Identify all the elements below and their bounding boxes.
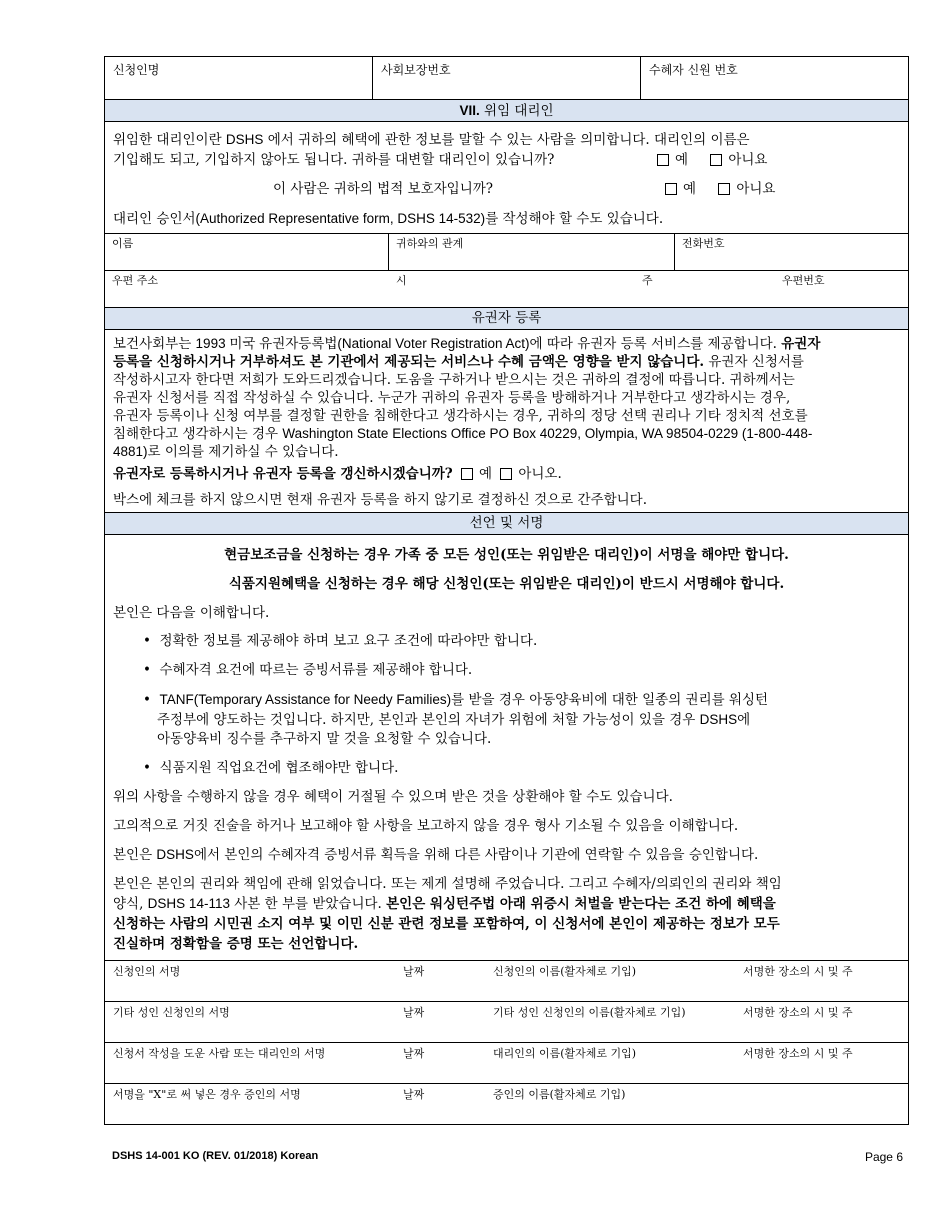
rep-address-field[interactable] (105, 271, 389, 307)
page-number: Page 6 (864, 1150, 903, 1164)
representative-no-checkbox[interactable] (710, 154, 722, 166)
rep-name-label: 이름 (112, 237, 134, 250)
bullet-1: • 정확한 정보를 제공해야 하며 보고 요구 조건에 따라야만 합니다. (143, 633, 538, 649)
witness-signature-label: 서명을 "X"로 써 넣은 경우 증인의 서명 (113, 1088, 301, 1101)
intro-dshs: DSHS (225, 132, 264, 147)
rep-city-label: 시 (396, 274, 407, 287)
other-adult-place-label: 서명한 장소의 시 및 주 (743, 1006, 853, 1019)
voter-no-label: 아니오. (518, 466, 562, 482)
understand-heading: 본인은 다음을 이해합니다. (113, 605, 270, 621)
representative-place-label: 서명한 장소의 시 및 주 (743, 1047, 853, 1060)
section7-body (105, 122, 908, 233)
rep-zip-label: 우편번호 (782, 274, 825, 287)
rep-address-label: 우편 주소 (112, 274, 159, 287)
representative-options (657, 150, 767, 170)
voter-line3: 작성하시고자 한다면 저희가 도와드리겠습니다. 도움을 구하거나 받으시는 것은 귀하의 결정에 따릅니다. 귀하께서는 (113, 372, 795, 388)
p4-l2c: 사본 한 부를 받았습니다. (229, 896, 387, 912)
declaration-para-2: 고의적으로 거짓 진술을 하거나 보고해야 할 사항을 보고하지 않을 경우 형사 기소될 수 있음을 이해합니다. (113, 818, 739, 834)
representative-printed-name-label: 대리인의 이름(활자체로 기입) (493, 1047, 637, 1060)
header-row (105, 57, 908, 100)
section7-number: VII. (459, 103, 480, 118)
voter-l7b: 로 이의를 제기하실 수 있습니다. (147, 444, 339, 460)
voter-question: 유권자로 등록하시거나 유권자 등록을 갱신하시겠습니까? (113, 466, 453, 482)
section7-heading: 위임 대리인 (484, 103, 554, 119)
voter-p1a: 보건사회부는 (113, 336, 196, 352)
guardian-no-label: 아니요 (736, 181, 776, 197)
other-adult-signature-label: 기타 성인 신청인의 서명 (113, 1006, 230, 1019)
authorized-form-note (105, 209, 908, 233)
guardian-options (665, 179, 775, 199)
applicant-date-label: 날짜 (403, 965, 425, 978)
ssn-label: 사회보장번호 (381, 63, 451, 77)
p3a: 본인은 (113, 847, 157, 863)
voter-line4: 유권자 신청서를 직접 작성하실 수 있습니다. 누군가 귀하의 유권자 등록을 방해하거나 거부한다고 생각하시는 경우, (113, 390, 791, 406)
rep-name-field[interactable] (105, 234, 389, 270)
form-note-post: 를 작성해야 할 수도 있습니다. (485, 211, 664, 227)
bullet-4: • 식품지원 직업요건에 협조해야만 합니다. (143, 760, 399, 776)
p3-dshs: DSHS (156, 847, 194, 862)
applicant-place-label: 서명한 장소의 시 및 주 (743, 965, 853, 978)
guardian-yes-checkbox[interactable] (665, 183, 677, 195)
section7-intro-line2 (105, 150, 908, 170)
food-assistance-rule: 식품지원혜택을 신청하는 경우 해당 신청인(또는 위임받은 대리인)이 반드시 서명해야 합니다. (228, 576, 785, 592)
representative-yes-label: 예 (675, 152, 689, 168)
client-id-label: 수혜자 신원 번호 (649, 63, 738, 77)
declaration-title: 선언 및 서명 (105, 512, 908, 535)
guardian-no-checkbox[interactable] (718, 183, 730, 195)
voter-line7 (105, 443, 908, 461)
intro-pre: 위임한 대리인이란 (113, 132, 226, 148)
witness-place-label (735, 1084, 908, 1124)
rep-state-field[interactable] (635, 271, 775, 307)
voter-p1c: 에 따라 유권자 등록 서비스를 제공합니다. (529, 336, 782, 352)
intro-post: 에서 귀하의 혜택에 관한 정보를 말할 수 있는 사람을 의미합니다. 대리인의 이름은 (263, 132, 750, 148)
voter-title: 유권자 등록 (105, 308, 908, 330)
ssn-field[interactable] (373, 57, 641, 99)
p4-line3: 신청하는 사람의 시민권 소지 여부 및 이민 신분 관련 정보를 포함하여, 이 신청서에 본인이 제공하는 정보가 모두 (113, 916, 780, 932)
signature-row-representative[interactable] (105, 1042, 908, 1083)
tanf-name: TANF(Temporary Assistance for Needy Families) (159, 692, 452, 707)
rep-relationship-label: 귀하와의 관계 (396, 237, 464, 250)
signature-row-applicant[interactable] (105, 960, 908, 1001)
cash-assistance-rule: 현금보조금을 신청하는 경우 가족 중 모든 성인(또는 위임받은 대리인)이 서명을 해야만 합니다. (224, 547, 789, 563)
applicant-signature-label: 신청인의 서명 (113, 965, 181, 978)
application-form (104, 56, 909, 1125)
witness-date-label: 날짜 (403, 1088, 425, 1101)
declaration-para-3 (105, 845, 908, 865)
guardian-question: 이 사람은 귀하의 법적 보호자입니까? (273, 181, 494, 197)
other-adult-printed-name-label: 기타 성인 신청인의 이름(활자체로 기입) (493, 1006, 686, 1019)
representative-date-label: 날짜 (403, 1047, 425, 1060)
voter-bold2: 등록을 신청하시거나 거부하셔도 본 기관에서 제공되는 서비스나 수혜 금액은 영향을 받지 않습니다. (113, 354, 705, 370)
voter-bold1: 유권자 (781, 336, 821, 352)
voter-act: 1993 미국 유권자등록법(National Voter Registration Act) (195, 336, 530, 351)
form-id: DSHS 14-001 KO (REV. 01/2018) Korean (112, 1150, 319, 1162)
form-note-pre: 대리인 승인서 (113, 211, 196, 227)
rep-phone-field[interactable] (675, 234, 908, 270)
bullet-3-d: 아동양육비 징수를 추구하지 말 것을 요청할 수 있습니다. (157, 731, 492, 747)
p4-form-number: DSHS 14-113 (147, 896, 230, 911)
voter-yes-checkbox[interactable] (461, 468, 473, 480)
rep-zip-field[interactable] (775, 271, 908, 307)
voter-l6a: 침해한다고 생각하시는 경우 (113, 426, 283, 442)
p4-l2-bold: 본인은 워싱턴주법 아래 위증시 처벌을 받는다는 조건 하에 혜택을 (386, 896, 776, 912)
declaration-para-4 (105, 874, 908, 960)
voter-line2 (105, 353, 908, 371)
section7-title (105, 100, 908, 122)
bullet-3: • TANF(Temporary Assistance for Needy Families)를 받을 경우 아동양육비에 대한 일종의 권리를 워싱턴 주정부에 양도하는 것입니다. 하지만, 본인과 본인의 자녀가 위험에 처할 가능성이 있을 경우 DSHS에 아동양육비 징수를 추구하지 말 것을 요청할 수 있습니다. (143, 692, 769, 747)
witness-printed-name-label: 증인의 이름(활자체로 기입) (493, 1088, 626, 1101)
form-note-en: (Authorized Representative form, DSHS 14-532) (195, 211, 486, 226)
voter-body (105, 330, 908, 512)
voter-phone-end: 4881) (113, 444, 148, 459)
voter-elections-address: Washington State Elections Office PO Box 40229, Olympia, WA 98504-0229 (1-800-448- (282, 426, 813, 441)
rep-fields-row2 (105, 271, 908, 308)
voter-no-checkbox[interactable] (500, 468, 512, 480)
bullet-4-text: 식품지원 직업요건에 협조해야만 합니다. (159, 760, 399, 776)
bullet-2: • 수혜자격 요건에 따르는 증빙서류를 제공해야 합니다. (143, 662, 473, 678)
voter-line5: 유권자 등록이나 신청 여부를 결정할 권한을 침해한다고 생각하시는 경우, 귀하의 정당 선택 권리나 기타 정치적 선호를 (113, 408, 808, 424)
guardian-yes-label: 예 (683, 181, 697, 197)
voter-question-line (105, 464, 908, 484)
p4-line2 (105, 894, 908, 914)
voter-note: 박스에 체크를 하지 않으시면 현재 유권자 등록을 하지 않기로 결정하신 것으로 간주합니다. (113, 492, 648, 508)
voter-line6 (105, 425, 908, 443)
bullet-3-b: 주정부에 양도하는 것입니다. 하지만, 본인과 본인의 자녀가 위험에 처할 가능성이 있을 경우 (157, 712, 700, 728)
representative-no-label: 아니요 (728, 152, 768, 168)
p4-l2a: 양식, (113, 896, 148, 912)
bullet-3-c: 에 (737, 712, 751, 728)
rep-relationship-field[interactable] (389, 234, 675, 270)
voter-line1 (105, 335, 908, 353)
rep-city-field[interactable] (389, 271, 635, 307)
declaration-para-1: 위의 사항을 수행하지 않을 경우 혜택이 거절될 수 있으며 받은 것을 상환해야 할 수도 있습니다. (113, 789, 673, 805)
rep-phone-label: 전화번호 (682, 237, 725, 250)
p3c: 에서 본인의 수혜자격 증빙서류 획득을 위해 다른 사람이나 기관에 연락할 수 있음을 승인합니다. (193, 847, 759, 863)
section7-intro-line1 (105, 130, 908, 150)
representative-signature-label: 신청서 작성을 도운 사람 또는 대리인의 서명 (113, 1047, 326, 1060)
signature-row-witness[interactable] (105, 1083, 908, 1124)
guardian-question-line (105, 179, 908, 199)
p4-line1: 본인은 본인의 권리와 책임에 관해 읽었습니다. 또는 제게 설명해 주었습니다. 그리고 수혜자/의뢰인의 권리와 책임 (113, 876, 782, 892)
client-id-field[interactable] (641, 57, 908, 99)
p4-line4: 진실하며 정확함을 증명 또는 선언합니다. (113, 936, 359, 952)
bullet-1-text: 정확한 정보를 제공해야 하며 보고 요구 조건에 따라야만 합니다. (159, 633, 538, 649)
applicant-name-label: 신청인명 (113, 63, 160, 77)
representative-yes-checkbox[interactable] (657, 154, 669, 166)
applicant-name-field[interactable] (105, 57, 373, 99)
representative-question: 기입해도 되고, 기입하지 않아도 됩니다. 귀하를 대변할 대리인이 있습니까? (113, 152, 555, 168)
rep-state-label: 주 (642, 274, 653, 287)
bullet-3-dshs: DSHS (699, 712, 738, 727)
voter-p1d: 유권자 신청서를 (704, 354, 804, 370)
voter-yes-label: 예 (479, 466, 493, 482)
declaration-body (105, 535, 908, 960)
applicant-printed-name-label: 신청인의 이름(활자체로 기입) (493, 965, 637, 978)
other-adult-date-label: 날짜 (403, 1006, 425, 1019)
signature-row-other-adult[interactable] (105, 1001, 908, 1042)
bullet-3-a: 를 받을 경우 아동양육비에 대한 일종의 권리를 워싱턴 (451, 692, 769, 708)
rep-fields-row1 (105, 233, 908, 271)
bullet-2-text: 수혜자격 요건에 따르는 증빙서류를 제공해야 합니다. (159, 662, 473, 678)
